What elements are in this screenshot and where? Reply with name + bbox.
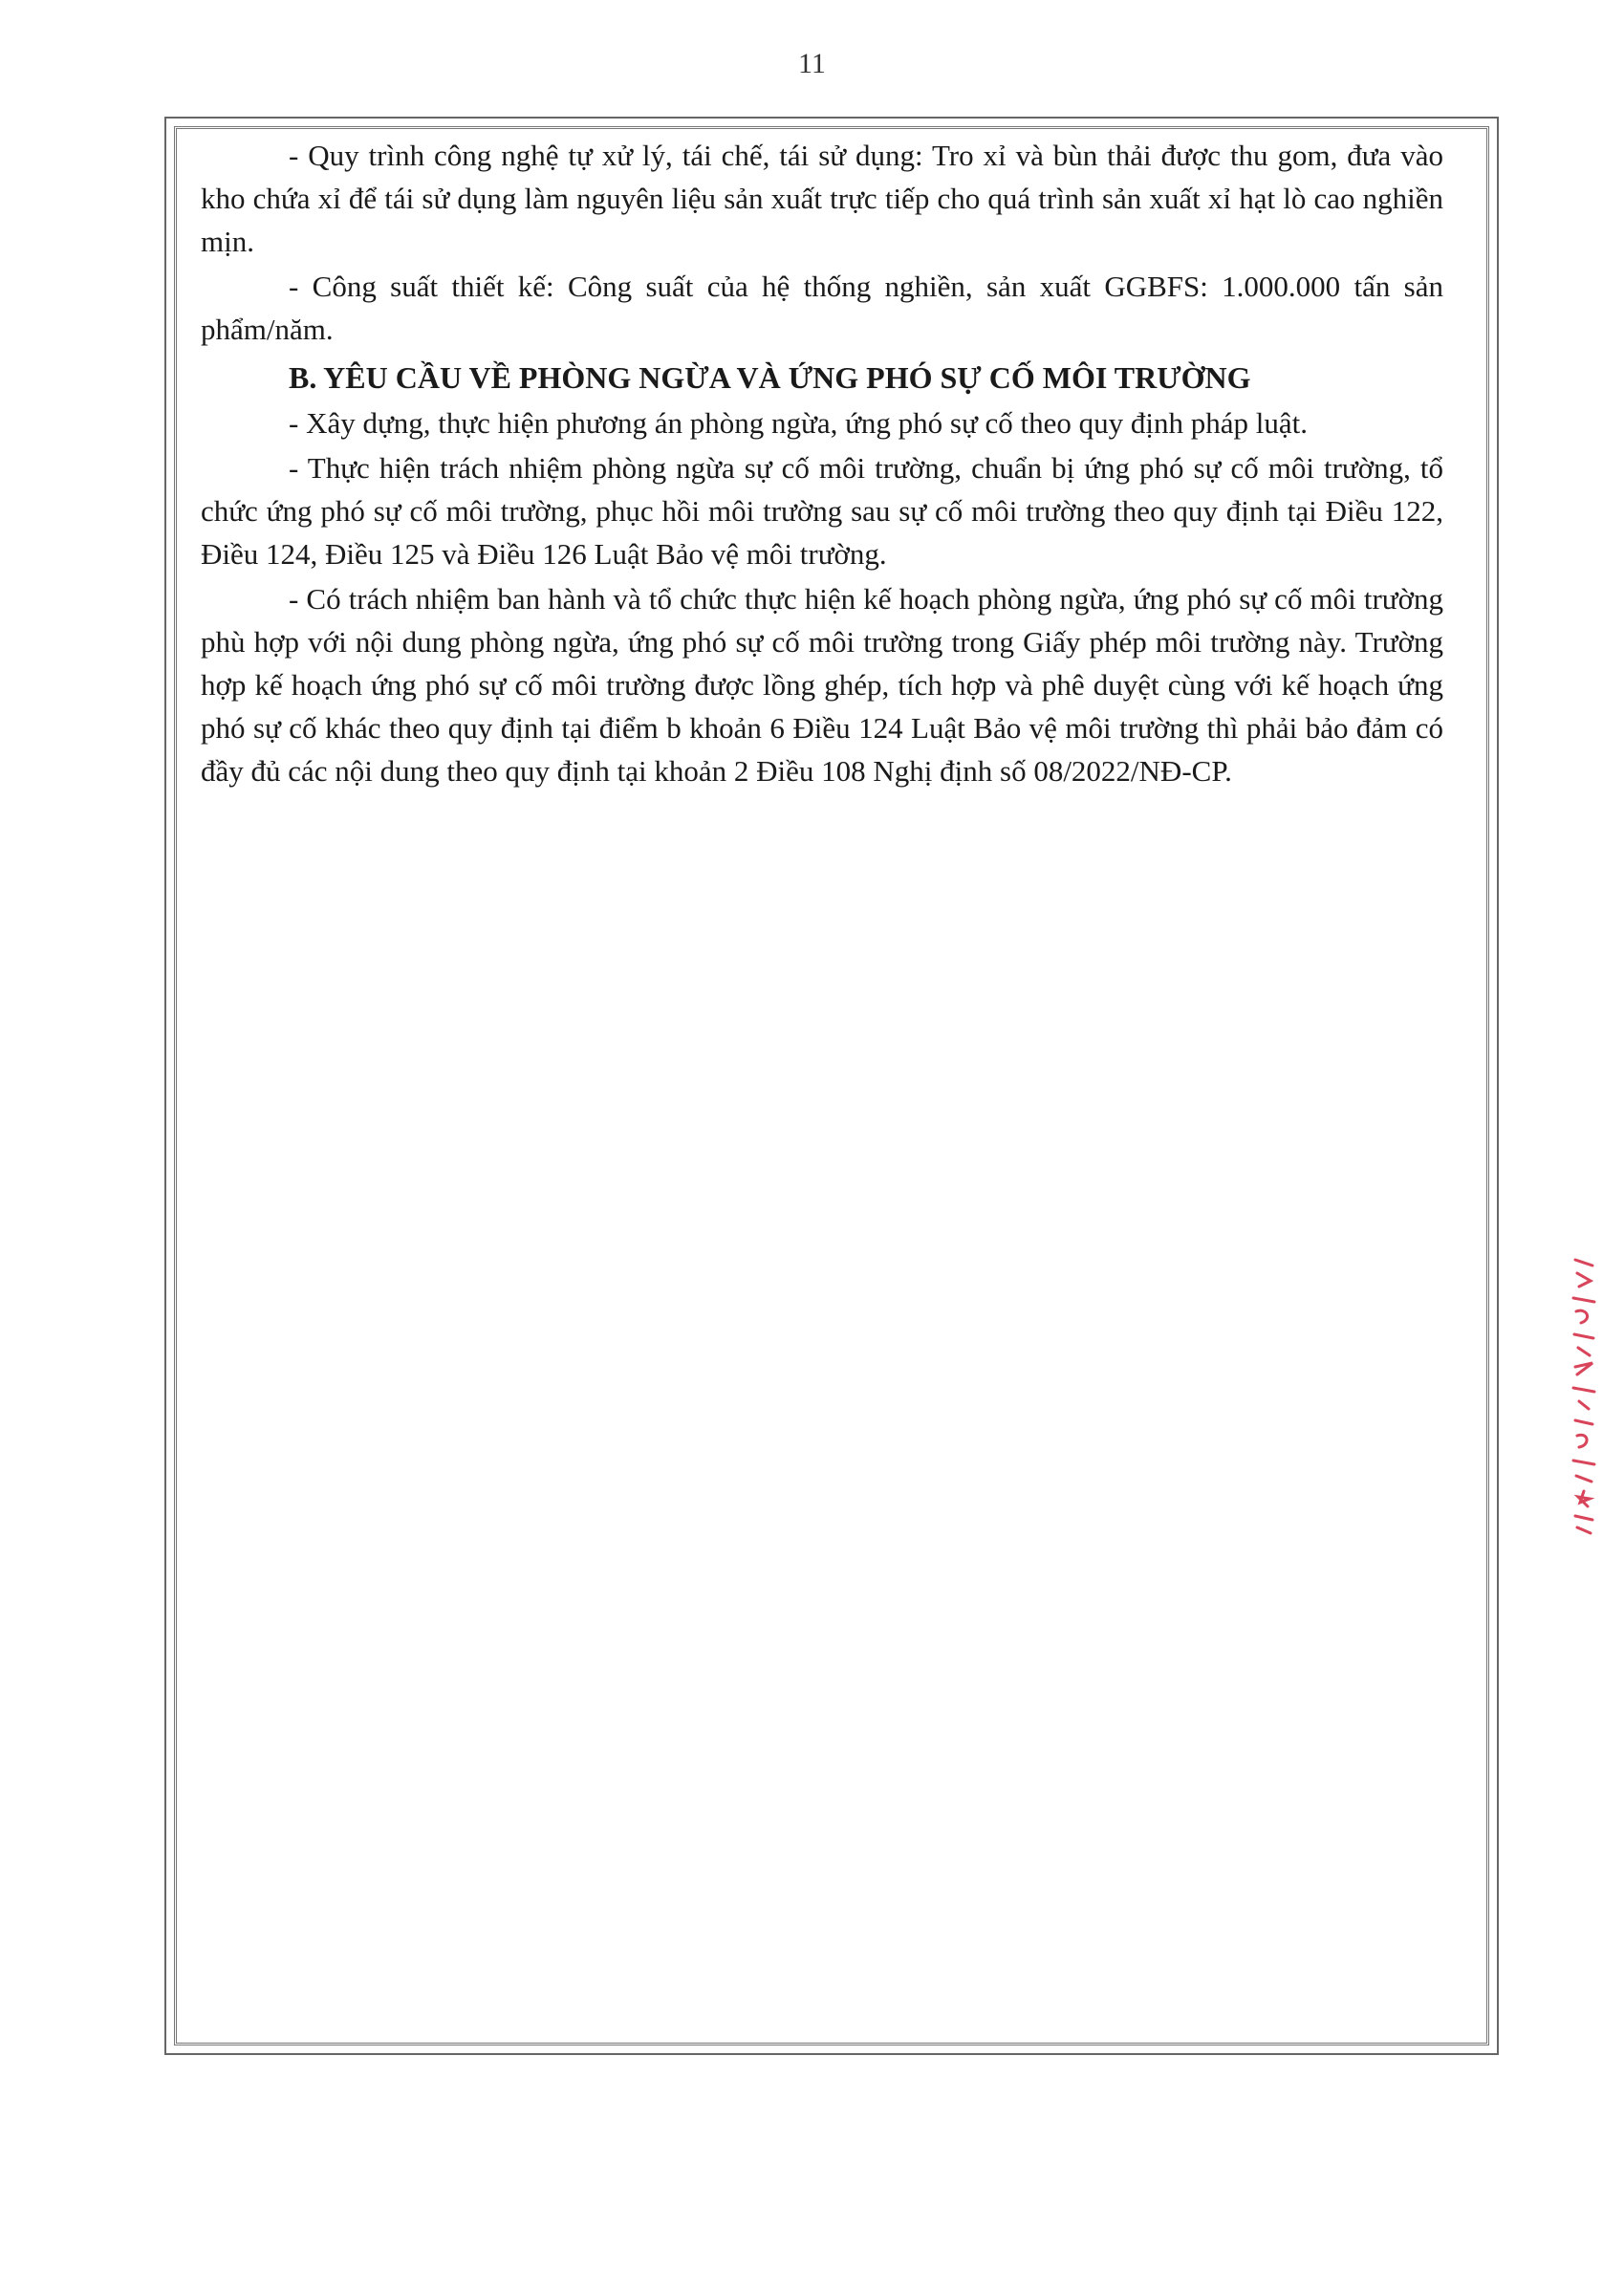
paragraph-capacity: - Công suất thiết kế: Công suất của hệ thống nghiền, sản xuất GGBFS: 1.000.000 tấn sản phẩm/năm. [201,270,1443,346]
section-b-paragraph: - Xây dựng, thực hiện phương án phòng ngừa, ứng phó sự cố theo quy định pháp luật. [289,406,1308,440]
paragraph-process: - Quy trình công nghệ tự xử lý, tái chế, tái sử dụng: Tro xỉ và bùn thải được thu gom, đưa vào kho chứa xỉ để tái sử dụng làm nguyên liệu sản xuất trực tiếp cho quá trình sản xuất xỉ hạt lò cao nghiền mịn. [201,139,1443,258]
section-b-paragraph: - Có trách nhiệm ban hành và tổ chức thực hiện kế hoạch phòng ngừa, ứng phó sự cố môi trường phù hợp với nội dung phòng ngừa, ứng phó sự cố môi trường trong Giấy phép môi trường này. Trường hợp kế hoạch ứng phó sự cố môi trường được lồng ghép, tích hợp và phê duyệt cùng với kế hoạch ứng phó sự cố khác theo quy định tại điểm b khoản 6 Điều 124 Luật Bảo vệ môi trường thì phải bảo đảm có đầy đủ các nội dung theo quy định tại khoản 2 Điều 108 Nghị định số 08/2022/NĐ-CP. [201,582,1443,788]
red-seal-stamp-edge [1568,1252,1600,1539]
document-body [201,134,1443,794]
section-b-heading: B. YÊU CẦU VỀ PHÒNG NGỪA VÀ ỨNG PHÓ SỰ CỐ MÔI TRƯỜNG [289,360,1251,395]
page-number: 11 [798,48,826,79]
section-b-paragraph: - Thực hiện trách nhiệm phòng ngừa sự cố môi trường, chuẩn bị ứng phó sự cố môi trường, tổ chức ứng phó sự cố môi trường, phục hồi môi trường sau sự cố môi trường theo quy định tại Điều 122, Điều 124, Điều 125 và Điều 126 Luật Bảo vệ môi trường. [201,451,1443,571]
